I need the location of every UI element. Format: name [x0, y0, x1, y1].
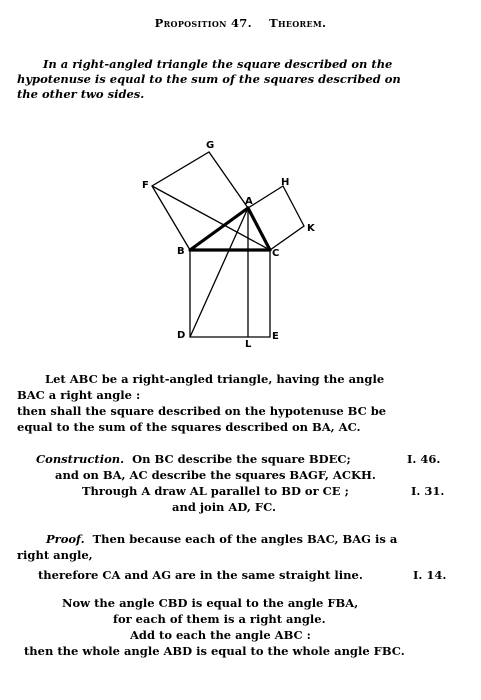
- construction-line: and join AD, FC.: [172, 500, 277, 514]
- enunciation-line: the other two sides.: [17, 87, 145, 101]
- label-g: G: [206, 140, 215, 151]
- proposition-heading: [0, 16, 481, 30]
- label-k: K: [307, 223, 315, 234]
- label-l: L: [245, 339, 252, 350]
- setting-line: BAC a right angle :: [17, 388, 141, 402]
- label-c: C: [272, 248, 280, 259]
- construction-text: On BC describe the square BDEC;: [132, 452, 351, 466]
- construction-label: Construction.: [36, 452, 125, 466]
- proof-reference: I. 14.: [413, 568, 447, 582]
- label-e: E: [272, 331, 279, 342]
- proof-line: [46, 532, 397, 546]
- proof-line: then the whole angle ABD is equal to the whole angle FBC.: [24, 644, 405, 658]
- proof-line: right angle,: [17, 548, 93, 562]
- proof-line: for each of them is a right angle.: [113, 612, 326, 626]
- proof-line: therefore CA and AG are in the same straight line.: [38, 568, 363, 582]
- enunciation-line: hypotenuse is equal to the sum of the squares described on: [17, 72, 401, 86]
- label-b: B: [177, 246, 185, 257]
- square-bagf: [152, 152, 248, 250]
- proposition-number: Proposition 47.: [154, 16, 252, 30]
- label-f: F: [142, 180, 149, 191]
- square-bdec: [190, 250, 270, 337]
- square-ackh: [248, 186, 304, 250]
- proof-label: Proof.: [46, 532, 85, 546]
- construction-reference: I. 31.: [411, 484, 445, 498]
- setting-line: then shall the square described on the hypotenuse BC be: [17, 404, 387, 418]
- label-a: A: [245, 196, 253, 207]
- construction-line: Through A draw AL parallel to BD or CE ;: [82, 484, 349, 498]
- construction-line: [36, 452, 351, 466]
- enunciation: [17, 57, 457, 102]
- construction-line: and on BA, AC describe the squares BAGF, ACKH.: [55, 468, 376, 482]
- line-fc: [152, 186, 270, 250]
- enunciation-line: In a right-angled triangle the square described on the: [43, 57, 393, 71]
- proposition-kind: Theorem.: [269, 16, 327, 30]
- proof-line: Now the angle CBD is equal to the angle FBA,: [62, 596, 359, 610]
- setting-line: equal to the sum of the squares described on BA, AC.: [17, 420, 361, 434]
- line-ad: [190, 208, 248, 337]
- label-d: D: [177, 330, 186, 341]
- proof-text: Then because each of the angles BAC, BAG is a: [92, 532, 398, 546]
- proof-line: Add to each the angle ABC :: [130, 628, 311, 642]
- setting-line: Let ABC be a right-angled triangle, having the angle: [45, 372, 385, 386]
- label-h: H: [281, 177, 290, 188]
- construction-reference: I. 46.: [407, 452, 441, 466]
- triangle-abc: [190, 208, 270, 250]
